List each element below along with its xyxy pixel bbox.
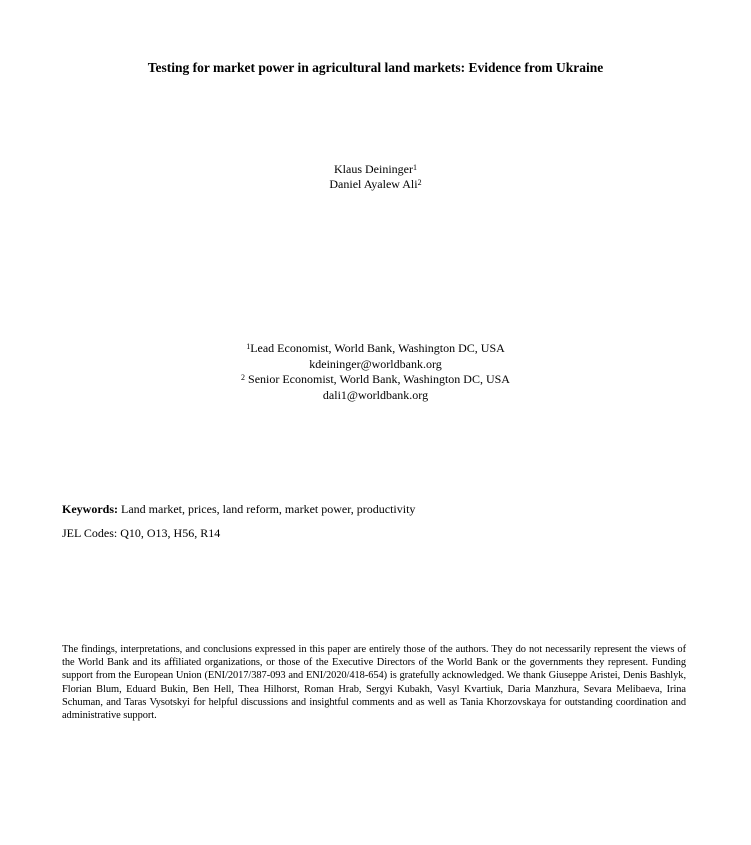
paper-title: Testing for market power in agricultural land markets: Evidence from Ukraine	[147, 60, 604, 75]
author-affiliation-mark: 1	[412, 163, 417, 172]
author-2	[0, 177, 751, 192]
author-1	[0, 162, 751, 177]
affiliation-mark: 2	[241, 373, 246, 382]
author-affiliation-mark: 2	[417, 178, 422, 187]
affiliation-2	[0, 372, 751, 388]
affiliation-text: Lead Economist, World Bank, Washington DC, USA	[250, 341, 505, 355]
keywords-text: Land market, prices, land reform, market power, productivity	[118, 502, 416, 516]
affiliation-block	[0, 341, 751, 403]
jel-codes: JEL Codes: Q10, O13, H56, R14	[62, 526, 221, 540]
author-list	[0, 162, 751, 192]
disclaimer-paragraph: The findings, interpretations, and conclusions expressed in this paper are entirely those of the authors. They do not necessarily represent the views of the World Bank and its affiliated organizations, or those of the Executive Directors of the World Bank or the governments they represent. Funding support from the European Union (ENI/2017/387-093 and ENI/2020/418-654) is gratefully acknowledged. We thank Giuseppe Aristei, Denis Bashlyk, Florian Blum, Eduard Bukin, Ben Hell, Thea Hilhorst, Roman Hrab, Sergyi Kubakh, Vasyl Kvartiuk, Daria Manzhura, Sevara Melibaeva, Irina Schuman, and Taras Vysotskyi for helpful discussions and insightful comments and as well as Tania Khorzovskaya for outstanding coordination and administrative support.	[62, 644, 686, 722]
author-name: Daniel Ayalew Ali	[329, 177, 418, 191]
affiliation-mark: 1	[246, 342, 251, 351]
affiliation-1-email: kdeininger@worldbank.org	[309, 356, 442, 371]
affiliation-2-email: dali1@worldbank.org	[322, 387, 429, 402]
keywords-label: Keywords:	[62, 502, 118, 516]
keywords-line	[62, 502, 415, 517]
author-name: Klaus Deininger	[334, 162, 413, 176]
affiliation-text: Senior Economist, World Bank, Washington DC, USA	[245, 372, 510, 386]
affiliation-1	[0, 341, 751, 357]
